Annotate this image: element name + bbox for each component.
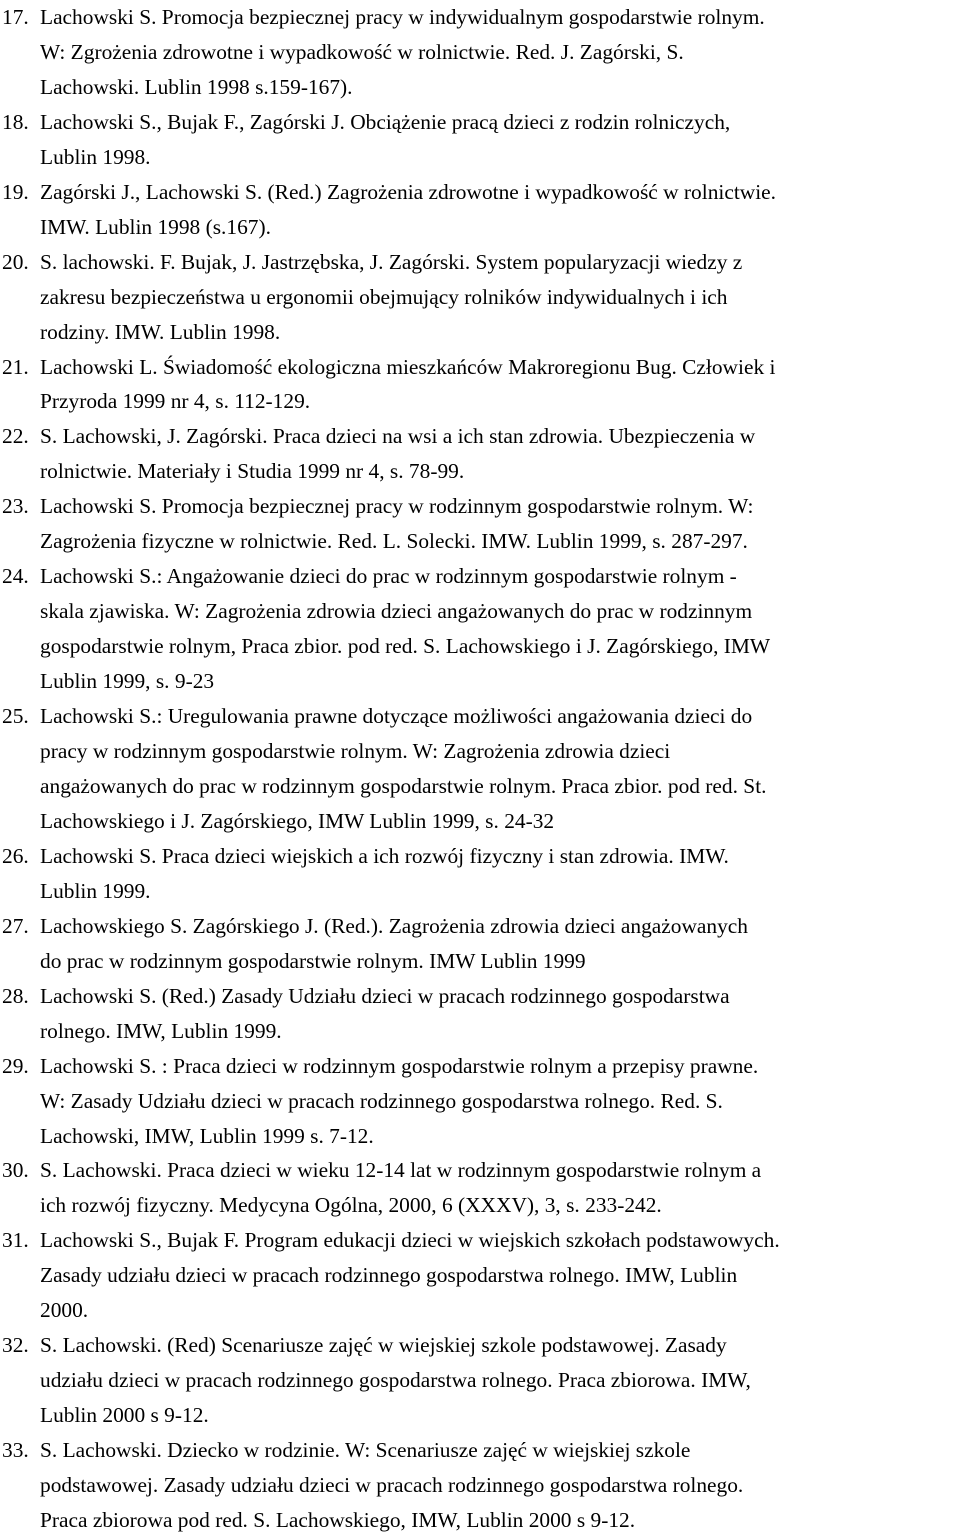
- reference-text: [40, 0, 960, 105]
- reference-item: [0, 1049, 960, 1154]
- reference-item: [0, 105, 960, 175]
- reference-text-line: Lachowski S. (Red.) Zasady Udziału dzieci w pracach rodzinnego gospodarstwa: [40, 983, 730, 1008]
- reference-item: [0, 1153, 960, 1223]
- reference-text-line: W: Zgrożenia zdrowotne i wypadkowość w rolnictwie. Red. J. Zagórski, S.: [40, 39, 684, 64]
- reference-text-line: S. lachowski. F. Bujak, J. Jastrzębska, J. Zagórski. System popularyzacji wiedzy z: [40, 249, 743, 274]
- reference-text-line: Lachowski S. Promocja bezpiecznej pracy w rodzinnym gospodarstwie rolnym. W:: [40, 494, 754, 519]
- reference-number: 26.: [2, 843, 29, 868]
- reference-text-line: Zagórski J., Lachowski S. (Red.) Zagrożenia zdrowotne i wypadkowość w rolnictwie.: [40, 179, 777, 204]
- reference-text-line: Lachowski L. Świadomość ekologiczna mieszkańców Makroregionu Bug. Człowiek i: [40, 354, 776, 379]
- reference-text-line: Lublin 1999, s. 9-23: [40, 669, 215, 694]
- reference-number: 30.: [2, 1158, 29, 1183]
- reference-text-line: Lublin 1999.: [40, 878, 151, 903]
- reference-text-line: do prac w rodzinnym gospodarstwie rolnym. IMW Lublin 1999: [40, 948, 586, 973]
- reference-number: 22.: [2, 424, 29, 449]
- reference-item: [0, 0, 960, 105]
- reference-number: 23.: [2, 494, 29, 519]
- reference-item: [0, 245, 960, 350]
- reference-number: 31.: [2, 1228, 29, 1253]
- reference-number: 19.: [2, 179, 29, 204]
- reference-text: [40, 909, 960, 979]
- reference-text-line: ich rozwój fizyczny. Medycyna Ogólna, 2000, 6 (XXXV), 3, s. 233-242.: [40, 1193, 662, 1218]
- reference-text: [40, 105, 960, 175]
- reference-text-line: Zasady udziału dzieci w pracach rodzinnego gospodarstwa rolnego. IMW, Lublin: [40, 1263, 738, 1288]
- reference-text-line: udziału dzieci w pracach rodzinnego gospodarstwa rolnego. Praca zbiorowa. IMW,: [40, 1368, 751, 1393]
- reference-text-line: Lachowski S.: Angażowanie dzieci do prac w rodzinnym gospodarstwie rolnym -: [40, 564, 737, 589]
- reference-text: [40, 1049, 960, 1154]
- reference-number: 29.: [2, 1053, 29, 1078]
- reference-item: [0, 419, 960, 489]
- reference-item: [0, 979, 960, 1049]
- reference-text: [40, 699, 960, 839]
- reference-text-line: rolnictwie. Materiały i Studia 1999 nr 4, s. 78-99.: [40, 459, 465, 484]
- reference-text: [40, 1223, 960, 1328]
- reference-item: [0, 1223, 960, 1328]
- reference-text-line: Lachowski S. : Praca dzieci w rodzinnym gospodarstwie rolnym a przepisy prawne.: [40, 1053, 759, 1078]
- reference-item: [0, 350, 960, 420]
- reference-text-line: angażowanych do prac w rodzinnym gospodarstwie rolnym. Praca zbior. pod red. St.: [40, 773, 767, 798]
- reference-text: [40, 175, 960, 245]
- reference-number: 28.: [2, 983, 29, 1008]
- reference-text: [40, 1433, 960, 1538]
- reference-text-line: Lachowskiego i J. Zagórskiego, IMW Lublin 1999, s. 24-32: [40, 808, 555, 833]
- reference-number: 25.: [2, 704, 29, 729]
- reference-text-line: S. Lachowski. Praca dzieci w wieku 12-14 lat w rodzinnym gospodarstwie rolnym a: [40, 1158, 762, 1183]
- reference-number: 17.: [2, 5, 29, 29]
- reference-number: 24.: [2, 564, 29, 589]
- reference-text: [40, 419, 960, 489]
- reference-text: [40, 1328, 960, 1433]
- reference-text: [40, 245, 960, 350]
- reference-item: [0, 175, 960, 245]
- reference-number: 33.: [2, 1438, 29, 1463]
- reference-text-line: Lachowski S. Praca dzieci wiejskich a ich rozwój fizyczny i stan zdrowia. IMW.: [40, 843, 729, 868]
- reference-text-line: Przyroda 1999 nr 4, s. 112-129.: [40, 389, 311, 414]
- reference-item: [0, 559, 960, 699]
- reference-text-line: Lachowski S., Bujak F., Zagórski J. Obciążenie pracą dzieci z rodzin rolniczych,: [40, 109, 731, 134]
- reference-text-line: W: Zasady Udziału dzieci w pracach rodzinnego gospodarstwa rolnego. Red. S.: [40, 1088, 723, 1113]
- reference-number: 18.: [2, 109, 29, 134]
- reference-text-line: pracy w rodzinnym gospodarstwie rolnym. W: Zagrożenia zdrowia dzieci: [40, 739, 671, 764]
- reference-text-line: Lublin 2000 s 9-12.: [40, 1403, 209, 1428]
- reference-item: [0, 1433, 960, 1538]
- reference-item: [0, 909, 960, 979]
- reference-text-line: Praca zbiorowa pod red. S. Lachowskiego, IMW, Lublin 2000 s 9-12.: [40, 1507, 636, 1532]
- reference-text-line: Lachowski, IMW, Lublin 1999 s. 7-12.: [40, 1123, 374, 1148]
- reference-text-line: Lachowski. Lublin 1998 s.159-167).: [40, 74, 353, 99]
- reference-number: 27.: [2, 913, 29, 938]
- reference-text-line: podstawowej. Zasady udziału dzieci w pracach rodzinnego gospodarstwa rolnego.: [40, 1473, 744, 1498]
- reference-item: [0, 1328, 960, 1433]
- reference-text: [40, 839, 960, 909]
- reference-text: [40, 1153, 960, 1223]
- reference-text-line: Lublin 1998.: [40, 144, 151, 169]
- reference-text-line: S. Lachowski. Dziecko w rodzinie. W: Scenariusze zajęć w wiejskiej szkole: [40, 1438, 691, 1463]
- reference-text-line: S. Lachowski. (Red) Scenariusze zajęć w wiejskiej szkole podstawowej. Zasady: [40, 1333, 727, 1358]
- reference-text-line: skala zjawiska. W: Zagrożenia zdrowia dzieci angażowanych do prac w rodzinnym: [40, 599, 753, 624]
- reference-text-line: Zagrożenia fizyczne w rolnictwie. Red. L. Solecki. IMW. Lublin 1999, s. 287-297.: [40, 529, 748, 554]
- reference-item: [0, 699, 960, 839]
- reference-text-line: Lachowski S. Promocja bezpiecznej pracy w indywidualnym gospodarstwie rolnym.: [40, 5, 765, 29]
- reference-item: [0, 839, 960, 909]
- reference-text: [40, 350, 960, 420]
- reference-text: [40, 489, 960, 559]
- reference-text-line: S. Lachowski, J. Zagórski. Praca dzieci na wsi a ich stan zdrowia. Ubezpieczenia w: [40, 424, 756, 449]
- reference-text: [40, 979, 960, 1049]
- reference-number: 32.: [2, 1333, 29, 1358]
- reference-number: 20.: [2, 249, 29, 274]
- reference-text-line: zakresu bezpieczeństwa u ergonomii obejmujący rolników indywidualnych i ich: [40, 284, 728, 309]
- reference-text-line: Lachowskiego S. Zagórskiego J. (Red.). Zagrożenia zdrowia dzieci angażowanych: [40, 913, 749, 938]
- reference-item: [0, 489, 960, 559]
- reference-text-line: IMW. Lublin 1998 (s.167).: [40, 214, 271, 239]
- reference-text-line: Lachowski S.: Uregulowania prawne dotyczące możliwości angażowania dzieci do: [40, 704, 753, 729]
- reference-text-line: rolnego. IMW, Lublin 1999.: [40, 1018, 282, 1043]
- reference-text-line: 2000.: [40, 1298, 89, 1323]
- reference-text-line: Lachowski S., Bujak F. Program edukacji dzieci w wiejskich szkołach podstawowych.: [40, 1228, 780, 1253]
- reference-text: [40, 559, 960, 699]
- reference-number: 21.: [2, 354, 29, 379]
- reference-text-line: gospodarstwie rolnym, Praca zbior. pod red. S. Lachowskiego i J. Zagórskiego, IMW: [40, 634, 771, 659]
- reference-text-line: rodziny. IMW. Lublin 1998.: [40, 319, 281, 344]
